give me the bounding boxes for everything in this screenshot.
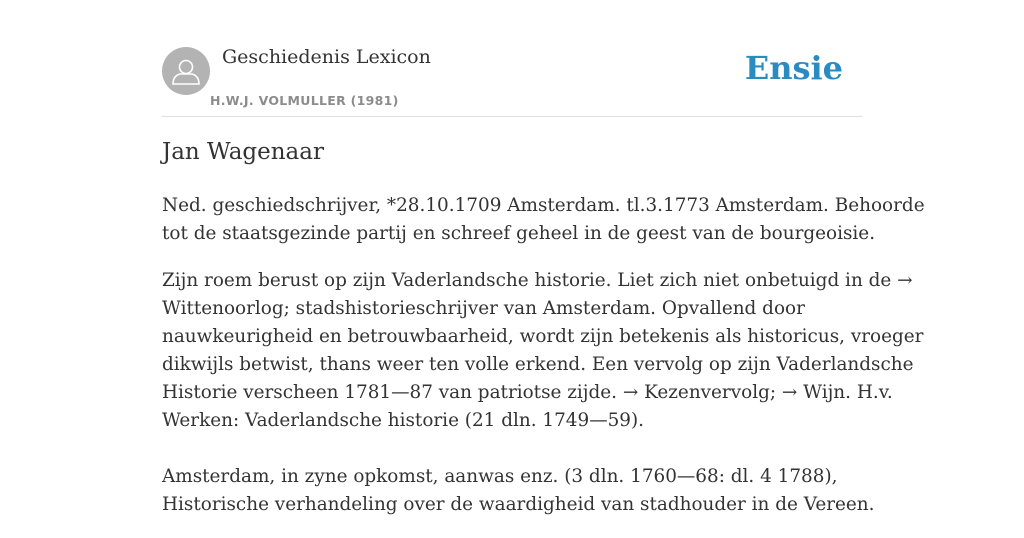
text-line: nauwkeurigheid en betrouwbaarheid, wordt zijn betekenis als historicus, vroeger — [162, 326, 924, 347]
text-line: Historie verscheen 1781—87 van patriotse zijde. → Kezenvervolg; → Wijn. H.v. — [162, 382, 893, 403]
ensie-logo[interactable]: Ensie — [744, 49, 843, 87]
line-gap — [162, 435, 862, 463]
text-line: Zijn roem berust op zijn Vaderlandsche historie. Liet zich niet onbetuigd in de → — [162, 270, 913, 291]
paragraph-body — [162, 267, 924, 519]
text-line: Amsterdam, in zyne opkomst, aanwas enz. (3 dln. 1760—68: dl. 4 1788), — [162, 466, 838, 487]
text-line: dikwijls betwist, thans weer ten volle erkend. Een vervolg op zijn Vaderlandsche — [162, 354, 914, 375]
site-header — [162, 46, 862, 117]
book-title[interactable]: Geschiedenis Lexicon — [222, 46, 431, 68]
entry-content — [162, 192, 925, 538]
text-line: Ned. geschiedschrijver, *28.10.1709 Amsterdam. tl.3.1773 Amsterdam. Behoorde — [162, 195, 925, 216]
user-icon — [162, 47, 210, 95]
text-line: Historische verhandeling over de waardigheid van stadhouder in de Vereen. — [162, 494, 875, 515]
entry-title: Jan Wagenaar — [162, 139, 324, 165]
paragraph-intro — [162, 192, 925, 248]
text-line: Wittenoorlog; stadshistorieschrijver van Amsterdam. Opvallend door — [162, 298, 805, 319]
author-name[interactable]: H.W.J. VOLMULLER (1981) — [210, 93, 399, 108]
author-avatar[interactable] — [162, 47, 210, 95]
text-line: tot de staatsgezinde partij en schreef geheel in de geest van de bourgeoisie. — [162, 223, 876, 244]
text-line: Werken: Vaderlandsche historie (21 dln. 1749—59). — [162, 410, 645, 431]
